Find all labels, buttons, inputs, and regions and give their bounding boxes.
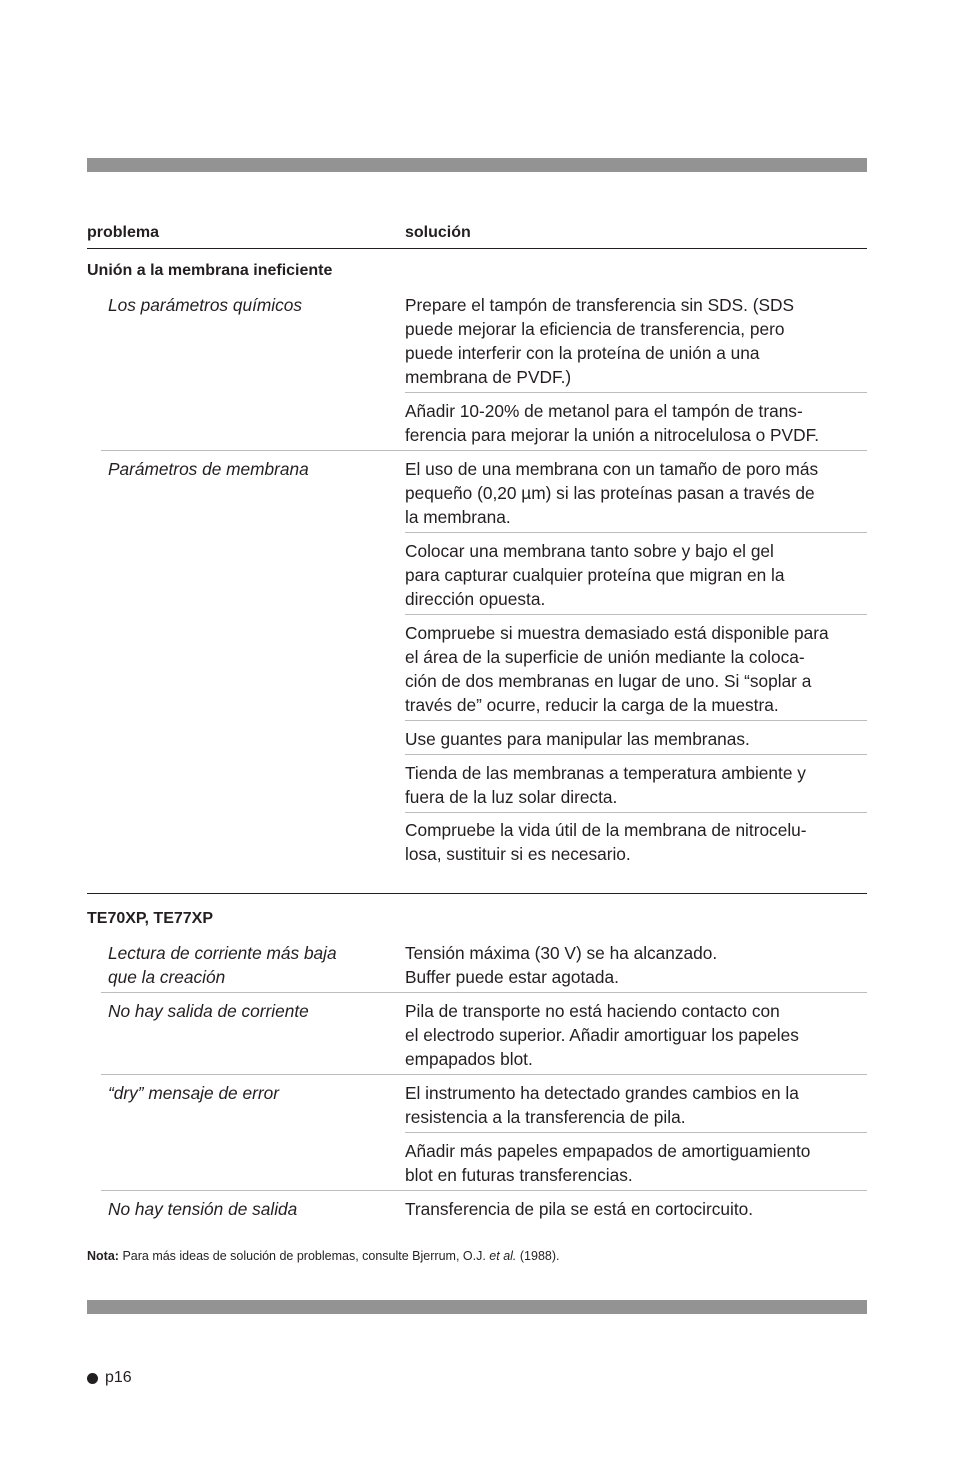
solution-line: para capturar cualquier proteína que migran en la: [405, 565, 785, 585]
row-rule: [405, 392, 867, 393]
bottom-divider-bar: [87, 1300, 867, 1314]
bullet-icon: [87, 1373, 98, 1384]
solution-text: [405, 1081, 799, 1129]
solution-line: Compruebe la vida útil de la membrana de nitrocelu-: [405, 820, 807, 840]
row-rule: [405, 754, 867, 755]
solution-line: dirección opuesta.: [405, 589, 546, 609]
solution-text: [405, 539, 784, 611]
solution-line: Añadir 10-20% de metanol para el tampón de trans-: [405, 401, 803, 421]
row-rule: [405, 812, 867, 813]
solution-line: el electrodo superior. Añadir amortiguar los papeles: [405, 1025, 799, 1045]
section-title-models: TE70XP, TE77XP: [87, 910, 213, 927]
solution-line: losa, sustituir si es necesario.: [405, 844, 631, 864]
row-rule: [405, 532, 867, 533]
row-rule: [405, 1132, 867, 1133]
solution-line: Colocar una membrana tanto sobre y bajo el gel: [405, 541, 774, 561]
problem-membrane-parameters: Parámetros de membrana: [108, 459, 309, 479]
row-rule: [405, 614, 867, 615]
solution-line: ción de dos membranas en lugar de uno. Si “soplar a: [405, 671, 812, 691]
solution-text: [405, 621, 829, 717]
solution-text: [405, 818, 807, 866]
row-rule: [405, 720, 867, 721]
solution-text: [405, 399, 819, 447]
solution-line: Pila de transporte no está haciendo contacto con: [405, 1001, 780, 1021]
page-number: p16: [105, 1369, 132, 1386]
solution-line: blot en futuras transferencias.: [405, 1165, 633, 1185]
solution-text: [405, 1197, 753, 1221]
group-rule: [101, 1190, 867, 1191]
solution-line: empapados blot.: [405, 1049, 533, 1069]
group-rule: [101, 992, 867, 993]
solution-line: fuera de la luz solar directa.: [405, 787, 618, 807]
solution-line: Use guantes para manipular las membranas.: [405, 729, 750, 749]
solution-line: la membrana.: [405, 507, 511, 527]
solution-line: puede mejorar la eficiencia de transferencia, pero: [405, 319, 785, 339]
section-title-membrane-binding: Unión a la membrana ineficiente: [87, 262, 333, 279]
solution-text: [405, 457, 818, 529]
group-rule: [101, 450, 867, 451]
solution-line: Tensión máxima (30 V) se ha alcanzado.: [405, 943, 718, 963]
note-text: Para más ideas de solución de problemas, consulte Bjerrum, O.J.: [122, 1249, 486, 1263]
solution-text: [405, 727, 750, 751]
group-rule: [101, 1074, 867, 1075]
solution-line: Tienda de las membranas a temperatura ambiente y: [405, 763, 806, 783]
problem-line: Lectura de corriente más baja: [108, 943, 337, 963]
problem-low-current: [108, 941, 337, 989]
column-header-problem: problema: [87, 224, 160, 241]
solution-line: membrana de PVDF.): [405, 367, 572, 387]
solution-line: El uso de una membrana con un tamaño de poro más: [405, 459, 819, 479]
solution-line: puede interferir con la proteína de unión a una: [405, 343, 760, 363]
footnote: [87, 1248, 560, 1264]
solution-line: Prepare el tampón de transferencia sin SDS. (SDS: [405, 295, 795, 315]
problem-no-voltage-output: [108, 1197, 297, 1221]
solution-line: el área de la superficie de unión mediante la coloca-: [405, 647, 805, 667]
problem-line: “dry” mensaje de error: [108, 1083, 279, 1103]
problem-line: que la creación: [108, 967, 226, 987]
column-header-solution: solución: [405, 224, 471, 241]
solution-line: Transferencia de pila se está en cortocircuito.: [405, 1199, 754, 1219]
problem-dry-error: [108, 1081, 279, 1105]
solution-text: [405, 761, 806, 809]
solution-line: Añadir más papeles empapados de amortiguamiento: [405, 1141, 811, 1161]
problem-no-current-output: [108, 999, 309, 1023]
section-rule: [87, 893, 867, 894]
solution-line: pequeño (0,20 µm) si las proteínas pasan a través de: [405, 483, 815, 503]
solution-text: [405, 999, 799, 1071]
page-footer: [87, 1368, 132, 1388]
header-rule: [87, 248, 867, 249]
solution-text: [405, 941, 717, 989]
top-divider-bar: [87, 158, 867, 172]
solution-line: Compruebe si muestra demasiado está disponible para: [405, 623, 829, 643]
solution-text: [405, 293, 794, 389]
solution-text: [405, 1139, 810, 1187]
note-year: (1988).: [519, 1249, 560, 1263]
note-label: Nota:: [87, 1249, 119, 1263]
problem-chemical-parameters: Los parámetros químicos: [108, 295, 303, 315]
solution-line: ferencia para mejorar la unión a nitrocelulosa o PVDF.: [405, 425, 820, 445]
problem-line: No hay tensión de salida: [108, 1199, 298, 1219]
solution-line: Buffer puede estar agotada.: [405, 967, 619, 987]
solution-line: resistencia a la transferencia de pila.: [405, 1107, 686, 1127]
solution-line: El instrumento ha detectado grandes cambios en la: [405, 1083, 799, 1103]
problem-line: No hay salida de corriente: [108, 1001, 309, 1021]
note-italic: et al.: [489, 1249, 517, 1263]
solution-line: través de” ocurre, reducir la carga de la muestra.: [405, 695, 779, 715]
